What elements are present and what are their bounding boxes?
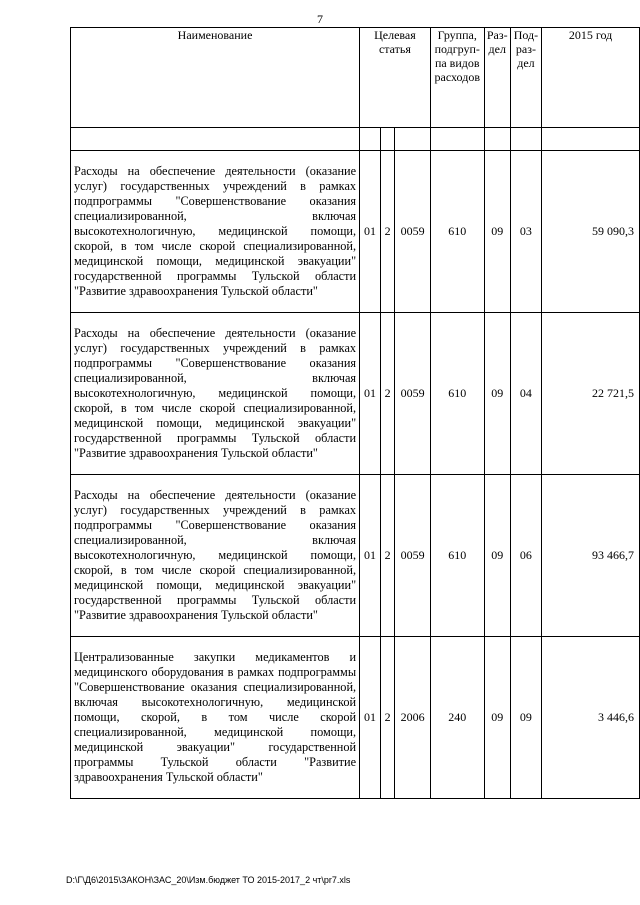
- table-row: [71, 475, 640, 637]
- row-subsection: 03: [510, 151, 541, 313]
- row-description: Расходы на обеспечение деятельности (оказание услуг) государственных учреждений в рамках подпрограммы "Совершенствование оказания специализированной, включая высокотехнологичную, медицинской помощи, скорой, в том числе скорой специализированной, медицинской помощи, медицинской эвакуации" государственной программы Тульской области "Развитие здравоохранения Тульской области": [71, 475, 360, 637]
- row-section: 09: [484, 475, 510, 637]
- row-code-direction: 0059: [395, 475, 430, 637]
- row-expense-group: 610: [430, 313, 484, 475]
- row-description: Расходы на обеспечение деятельности (оказание услуг) государственных учреждений в рамках подпрограммы "Совершенствование оказания специализированной, включая высокотехнологичную, медицинской помощи, скорой, в том числе скорой специализированной, медицинской помощи, медицинской эвакуации" государственной программы Тульской области "Развитие здравоохранения Тульской области": [71, 151, 360, 313]
- row-code-program: 01: [360, 637, 381, 799]
- header-row: [71, 28, 640, 128]
- header-group: Группа, подгруп-па видов расходов: [430, 28, 484, 128]
- row-section: 09: [484, 637, 510, 799]
- budget-table: [70, 27, 640, 799]
- page-number: 7: [317, 12, 323, 26]
- header-target-article: Целевая статья: [360, 28, 431, 128]
- footer-file-path: D:\Г\Д6\2015\ЗАКОН\ЗАС_20\Изм.бюджет ТО 2015-2017_2 чт\pr7.xls: [66, 875, 351, 885]
- table-row: [71, 151, 640, 313]
- row-code-program: 01: [360, 475, 381, 637]
- row-amount: 59 090,3: [542, 151, 640, 313]
- row-expense-group: 240: [430, 637, 484, 799]
- row-amount: 3 446,6: [542, 637, 640, 799]
- row-code-program: 01: [360, 151, 381, 313]
- header-name: Наименование: [71, 28, 360, 128]
- row-code-direction: 2006: [395, 637, 430, 799]
- row-description: Расходы на обеспечение деятельности (оказание услуг) государственных учреждений в рамках подпрограммы "Совершенствование оказания специализированной, включая высокотехнологичную, медицинской помощи, скорой, в том числе скорой специализированной, медицинской помощи, медицинской эвакуации" государственной программы Тульской области "Развитие здравоохранения Тульской области": [71, 313, 360, 475]
- row-subsection: 04: [510, 313, 541, 475]
- row-code-direction: 0059: [395, 151, 430, 313]
- row-section: 09: [484, 151, 510, 313]
- header-year: 2015 год: [542, 28, 640, 128]
- row-subsection: 09: [510, 637, 541, 799]
- row-expense-group: 610: [430, 475, 484, 637]
- row-code-subprogram: 2: [380, 475, 395, 637]
- row-amount: 93 466,7: [542, 475, 640, 637]
- row-code-subprogram: 2: [380, 151, 395, 313]
- row-expense-group: 610: [430, 151, 484, 313]
- row-code-direction: 0059: [395, 313, 430, 475]
- blank-row: [71, 128, 640, 151]
- table-row: [71, 637, 640, 799]
- header-section: Раз-дел: [484, 28, 510, 128]
- row-subsection: 06: [510, 475, 541, 637]
- row-code-subprogram: 2: [380, 313, 395, 475]
- row-amount: 22 721,5: [542, 313, 640, 475]
- table-row: [71, 313, 640, 475]
- row-code-program: 01: [360, 313, 381, 475]
- header-subsection: Под-раз-дел: [510, 28, 541, 128]
- row-description: Централизованные закупки медикаментов и медицинского оборудования в рамках подпрограммы "Совершенствование оказания специализированной, включая высокотехнологичную, медицинской помощи, скорой, в том числе скорой специализированной, медицинской помощи, медицинской эвакуации" государственной программы Тульской области "Развитие здравоохранения Тульской области": [71, 637, 360, 799]
- row-section: 09: [484, 313, 510, 475]
- row-code-subprogram: 2: [380, 637, 395, 799]
